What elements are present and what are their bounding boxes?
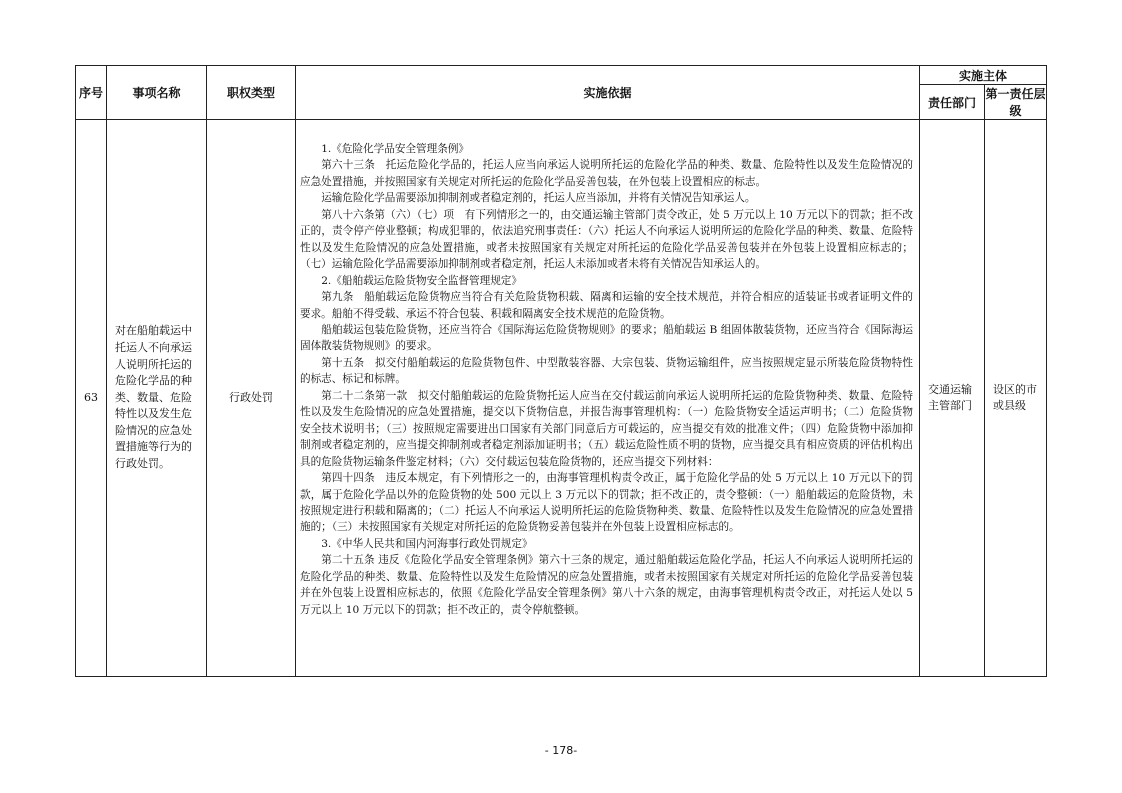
row-item-name: 对在船舶载运中托运人不向承运人说明所托运的危险化学品的种类、数量、危险特性以及发生危险情况的应急处置措施等行为的行政处罚。: [107, 120, 207, 677]
row-dept: 交通运输主管部门: [920, 120, 985, 677]
header-seq: 序号: [76, 66, 107, 120]
basis-paragraph: 第二十二条第一款 拟交付船舶载运的危险货物托运人应当在交付载运前向承运人说明所托运的危险货物种类、数量、危险特性以及发生危险情况的应急处置措施，提交以下货物信息，并报告海事管理机构：（一）危险货物安全适运声明书；（二）危险货物安全技术说明书；（三）按照规定需要进出口国家有关部门同意后方可载运的，应当提交有效的批准文件；（四）危险货物中添加抑制剂或者稳定剂的，应当提交抑制剂或者稳定剂添加证明书；（五）载运危险性质不明的货物，应当提交具有相应资质的评估机构出具的危险货物运输条件鉴定材料；（六）交付载运包装危险货物的，还应当提交下列材料：: [300, 389, 913, 468]
basis-paragraph: 第八十六条第（六）（七）项 有下列情形之一的，由交通运输主管部门责令改正，处 5 万元以上 10 万元以下的罚款；拒不改正的，责令停产停业整顿；构成犯罪的，依法追究刑事责任：（六）托运人不向承运人说明所运的危险化学品的种类、数量、危险特性以及发生危险情况的应急处置措施，或者未按照国家有关规定对所托运的危险化学品妥善包装并在外包装上设置相应标志的；（七）运输危险化学品需要添加抑制剂或者稳定剂，托运人未添加或者未将有关情况告知承运人的。: [300, 208, 913, 271]
basis-paragraph: 船舶载运包装危险货物，还应当符合《国际海运危险货物规则》的要求；船舶载运 B 组固体散装货物，还应当符合《国际海运固体散装货物规则》的要求。: [300, 323, 913, 353]
basis-paragraph: 3.《中华人民共和国内河海事行政处罚规定》: [321, 537, 533, 550]
header-subject: 实施主体: [920, 66, 1047, 85]
row-level: 设区的市或县级: [985, 120, 1047, 677]
basis-paragraph: 第二十五条 违反《危险化学品安全管理条例》第六十三条的规定，通过船舶载运危险化学品，托运人不向承运人说明所托运的危险化学品的种类、数量、危险特性以及发生危险情况的应急处置措施，或者未按照国家有关规定对所托运的危险化学品妥善包装并在外包装上设置相应标志的，依照《危险化学品安全管理条例》第八十六条的规定，由海事管理机构责令改正，对托运人处以 5 万元以上 10 万元以下的罚款；拒不改正的，责令停航整顿。: [300, 554, 913, 616]
header-authority-type: 职权类型: [207, 66, 296, 120]
basis-paragraph: 运输危险化学品需要添加抑制剂或者稳定剂的，托运人应当添加，并将有关情况告知承运人。: [321, 192, 756, 205]
header-item-name: 事项名称: [107, 66, 207, 120]
table-row: [76, 120, 1047, 677]
basis-paragraph: 第十五条 拟交付船舶载运的危险货物包件、中型散装容器、大宗包装、货物运输组件，应当按照规定显示所装危险货物特性的标志、标记和标牌。: [300, 356, 913, 386]
basis-paragraph: 2.《船舶载运危险货物安全监督管理规定》: [321, 274, 522, 287]
header-level: 第一责任层级: [985, 85, 1047, 120]
basis-paragraph: 1.《危险化学品安全管理条例》: [321, 143, 470, 155]
header-basis: 实施依据: [296, 66, 920, 120]
basis-paragraph: 第六十三条 托运危险化学品的，托运人应当向承运人说明所托运的危险化学品的种类、数量、危险特性以及发生危险情况的应急处置措施，并按照国家有关规定对所托运的危险化学品妥善包装，在外包装上设置相应的标志。: [300, 159, 913, 188]
basis-paragraph: 第四十四条 违反本规定，有下列情形之一的，由海事管理机构责令改正，属于危险化学品的处 5 万元以上 10 万元以下的罚款，属于危险化学品以外的危险货物的处 500 元以上 3 万元以下的罚款；拒不改正的，责令整顿：（一）船舶载运的危险货物，未按照规定进行积载和隔离的；（二）托运人不向承运人说明所托运的危险货物种类、数量、危险特性以及发生危险情况的应急处置措施的；（三）未按照国家有关规定对所托运的危险货物妥善包装并在外包装上设置相应标志的。: [300, 472, 913, 534]
row-authority-type: 行政处罚: [207, 120, 296, 677]
row-basis: [296, 120, 920, 677]
row-seq: 63: [76, 120, 107, 677]
authority-table: [75, 65, 1047, 677]
header-dept: 责任部门: [920, 85, 985, 120]
page-number: - 178-: [544, 744, 578, 757]
basis-paragraph: 第九条 船舶载运危险货物应当符合有关危险货物积载、隔离和运输的安全技术规范，并符合相应的适装证书或者证明文件的要求。船舶不得受载、承运不符合包装、积载和隔离安全技术规范的危险货物。: [300, 291, 913, 320]
